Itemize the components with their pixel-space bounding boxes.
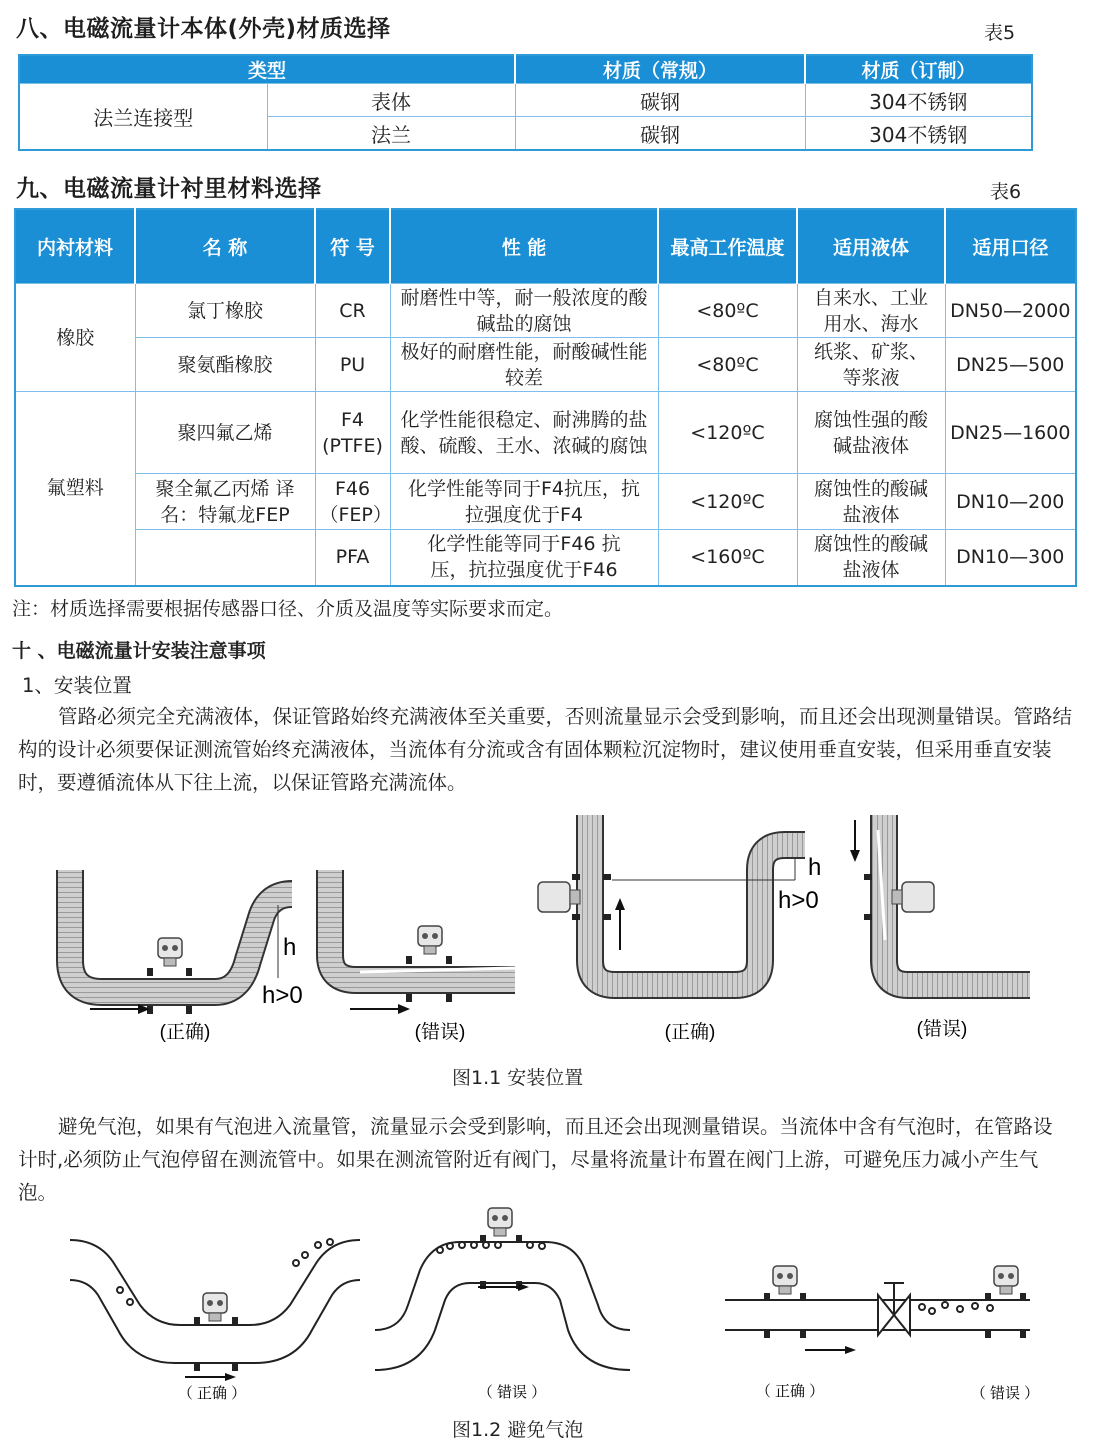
table6-liquid: 腐蚀性的酸碱盐液体 xyxy=(797,474,945,530)
table6-header: 符 号 xyxy=(315,209,390,284)
install-diagram-correct-2 xyxy=(538,815,805,985)
table5-part: 法兰 xyxy=(267,117,515,151)
table6-header-row xyxy=(15,209,1076,284)
figure-1-2 xyxy=(0,1205,1096,1410)
figure-1-2-caption: 图1.2 避免气泡 xyxy=(452,1419,584,1441)
table6-name: 聚氨酯橡胶 xyxy=(135,338,315,392)
table5-normal: 碳钢 xyxy=(515,84,805,117)
table6-perf: 耐磨性中等，耐一般浓度的酸碱盐的腐蚀 xyxy=(390,284,658,338)
table6-size: DN25—1600 xyxy=(945,392,1076,474)
table6-header: 适用液体 xyxy=(797,209,945,284)
table-row xyxy=(15,338,1076,392)
table6-temp: <120ºC xyxy=(658,392,797,474)
table6-liquid: 自来水、工业用水、海水 xyxy=(797,284,945,338)
table6-temp: <120ºC xyxy=(658,474,797,530)
paragraph-1: 管路必须完全充满液体，保证管路始终充满液体至关重要，否则流量显示会受到影响，而且还会出现测量错误。管路结构的设计必须要保证测流管始终充满液体，当流体有分流或含有固体颗粒沉淀物时，建议使用垂直安装，但采用垂直安装时，要遵循流体从下往上流，以保证管路充满流体。 xyxy=(18,705,1073,794)
bubble-diagram-wrong-1 xyxy=(375,1242,630,1370)
table6-symbol: PFA xyxy=(315,530,390,586)
table5-header-custom: 材质（订制） xyxy=(805,55,1032,84)
install-diagram-correct-1 xyxy=(70,870,292,1014)
fig2-label-1: （ 正确 ） xyxy=(177,1385,247,1402)
table5-custom: 304不锈钢 xyxy=(805,117,1032,151)
table6-name xyxy=(135,530,315,586)
table6-perf: 极好的耐磨性能，耐酸碱性能较差 xyxy=(390,338,658,392)
table6-header: 名 称 xyxy=(135,209,315,284)
table6-number: 表6 xyxy=(990,181,1022,203)
label-h: h xyxy=(283,934,297,961)
install-diagram-wrong-1 xyxy=(330,870,515,1014)
table6-group: 橡胶 xyxy=(15,284,135,392)
label-h0: h>0 xyxy=(262,982,303,1009)
table-row xyxy=(15,284,1076,338)
section10-title: 十 、电磁流量计安装注意事项 xyxy=(12,640,266,662)
table6-header: 性 能 xyxy=(390,209,658,284)
fig1-label-4: (错误) xyxy=(916,1019,968,1040)
table6-temp: <80ºC xyxy=(658,338,797,392)
fig1-label-1: (正确) xyxy=(159,1022,211,1043)
table6-symbol: F46 （FEP） xyxy=(315,474,390,530)
label-h0-2: h>0 xyxy=(778,887,819,914)
table6-symbol: PU xyxy=(315,338,390,392)
section9-title: 九、电磁流量计衬里材料选择 xyxy=(16,176,322,202)
fig2-label-2: （ 错误 ） xyxy=(477,1384,547,1401)
table-row xyxy=(15,530,1076,586)
table5-group: 法兰连接型 xyxy=(19,84,267,151)
fig1-label-3: (正确) xyxy=(664,1022,716,1043)
table6-name: 聚四氟乙烯 xyxy=(135,392,315,474)
table-row xyxy=(15,474,1076,530)
figure-1-1-caption: 图1.1 安装位置 xyxy=(452,1067,584,1089)
table6-temp: <160ºC xyxy=(658,530,797,586)
table6-size: DN10—300 xyxy=(945,530,1076,586)
paragraph-2: 避免气泡，如果有气泡进入流量管，流量显示会受到影响，而且还会出现测量错误。当流体中含有气泡时，在管路设计时,必须防止气泡停留在测流管中。如果在测流管附近有阀门，尽量将流量计布置在阀门上游，可避免压力减小产生气泡。 xyxy=(18,1115,1053,1204)
table6-liquid: 纸浆、矿浆、等浆液 xyxy=(797,338,945,392)
table5-number: 表5 xyxy=(984,22,1016,44)
table6-group: 氟塑料 xyxy=(15,392,135,586)
table6-size: DN25—500 xyxy=(945,338,1076,392)
table6-symbol: F4 (PTFE) xyxy=(315,392,390,474)
table6-header: 适用口径 xyxy=(945,209,1076,284)
table6-symbol: CR xyxy=(315,284,390,338)
table6-size: DN10—200 xyxy=(945,474,1076,530)
table6-liquid: 腐蚀性的酸碱盐液体 xyxy=(797,530,945,586)
table5 xyxy=(18,54,1033,151)
table6 xyxy=(14,208,1077,587)
table5-custom: 304不锈钢 xyxy=(805,84,1032,117)
table6-liquid: 腐蚀性强的酸碱盐液体 xyxy=(797,392,945,474)
note: 注：材质选择需要根据传感器口径、介质及温度等实际要求而定。 xyxy=(12,598,564,620)
install-diagram-wrong-2 xyxy=(850,815,1030,985)
table6-perf: 化学性能很稳定、耐沸腾的盐酸、硫酸、王水、浓碱的腐蚀 xyxy=(390,392,658,474)
table6-perf: 化学性能等同于F46 抗压，抗拉强度优于F46 xyxy=(390,530,658,586)
bubble-diagram-valve xyxy=(725,1283,1030,1335)
table5-header-type: 类型 xyxy=(19,55,515,84)
table6-header: 内衬材料 xyxy=(15,209,135,284)
sub-heading-1: 1、安装位置 xyxy=(22,674,132,697)
table6-perf: 化学性能等同于F4抗压，抗拉强度优于F4 xyxy=(390,474,658,530)
fig1-label-2: (错误) xyxy=(414,1022,466,1043)
section8-title: 八、电磁流量计本体(外壳)材质选择 xyxy=(16,16,391,42)
table6-temp: <80ºC xyxy=(658,284,797,338)
table6-name: 氯丁橡胶 xyxy=(135,284,315,338)
table6-size: DN50—2000 xyxy=(945,284,1076,338)
label-h-2: h xyxy=(808,854,822,881)
fig2-label-4: （ 错误 ） xyxy=(970,1385,1040,1402)
table-row xyxy=(15,392,1076,474)
table5-header-row xyxy=(19,55,1032,84)
fig2-label-3: （ 正确 ） xyxy=(755,1383,825,1400)
figure-1-1 xyxy=(0,810,1096,1090)
table5-header-normal: 材质（常规） xyxy=(515,55,805,84)
table-row xyxy=(19,84,1032,117)
table6-header: 最高工作温度 xyxy=(658,209,797,284)
table6-name: 聚全氟乙丙烯 译名：特氟龙FEP xyxy=(135,474,315,530)
table5-normal: 碳钢 xyxy=(515,117,805,151)
table5-part: 表体 xyxy=(267,84,515,117)
